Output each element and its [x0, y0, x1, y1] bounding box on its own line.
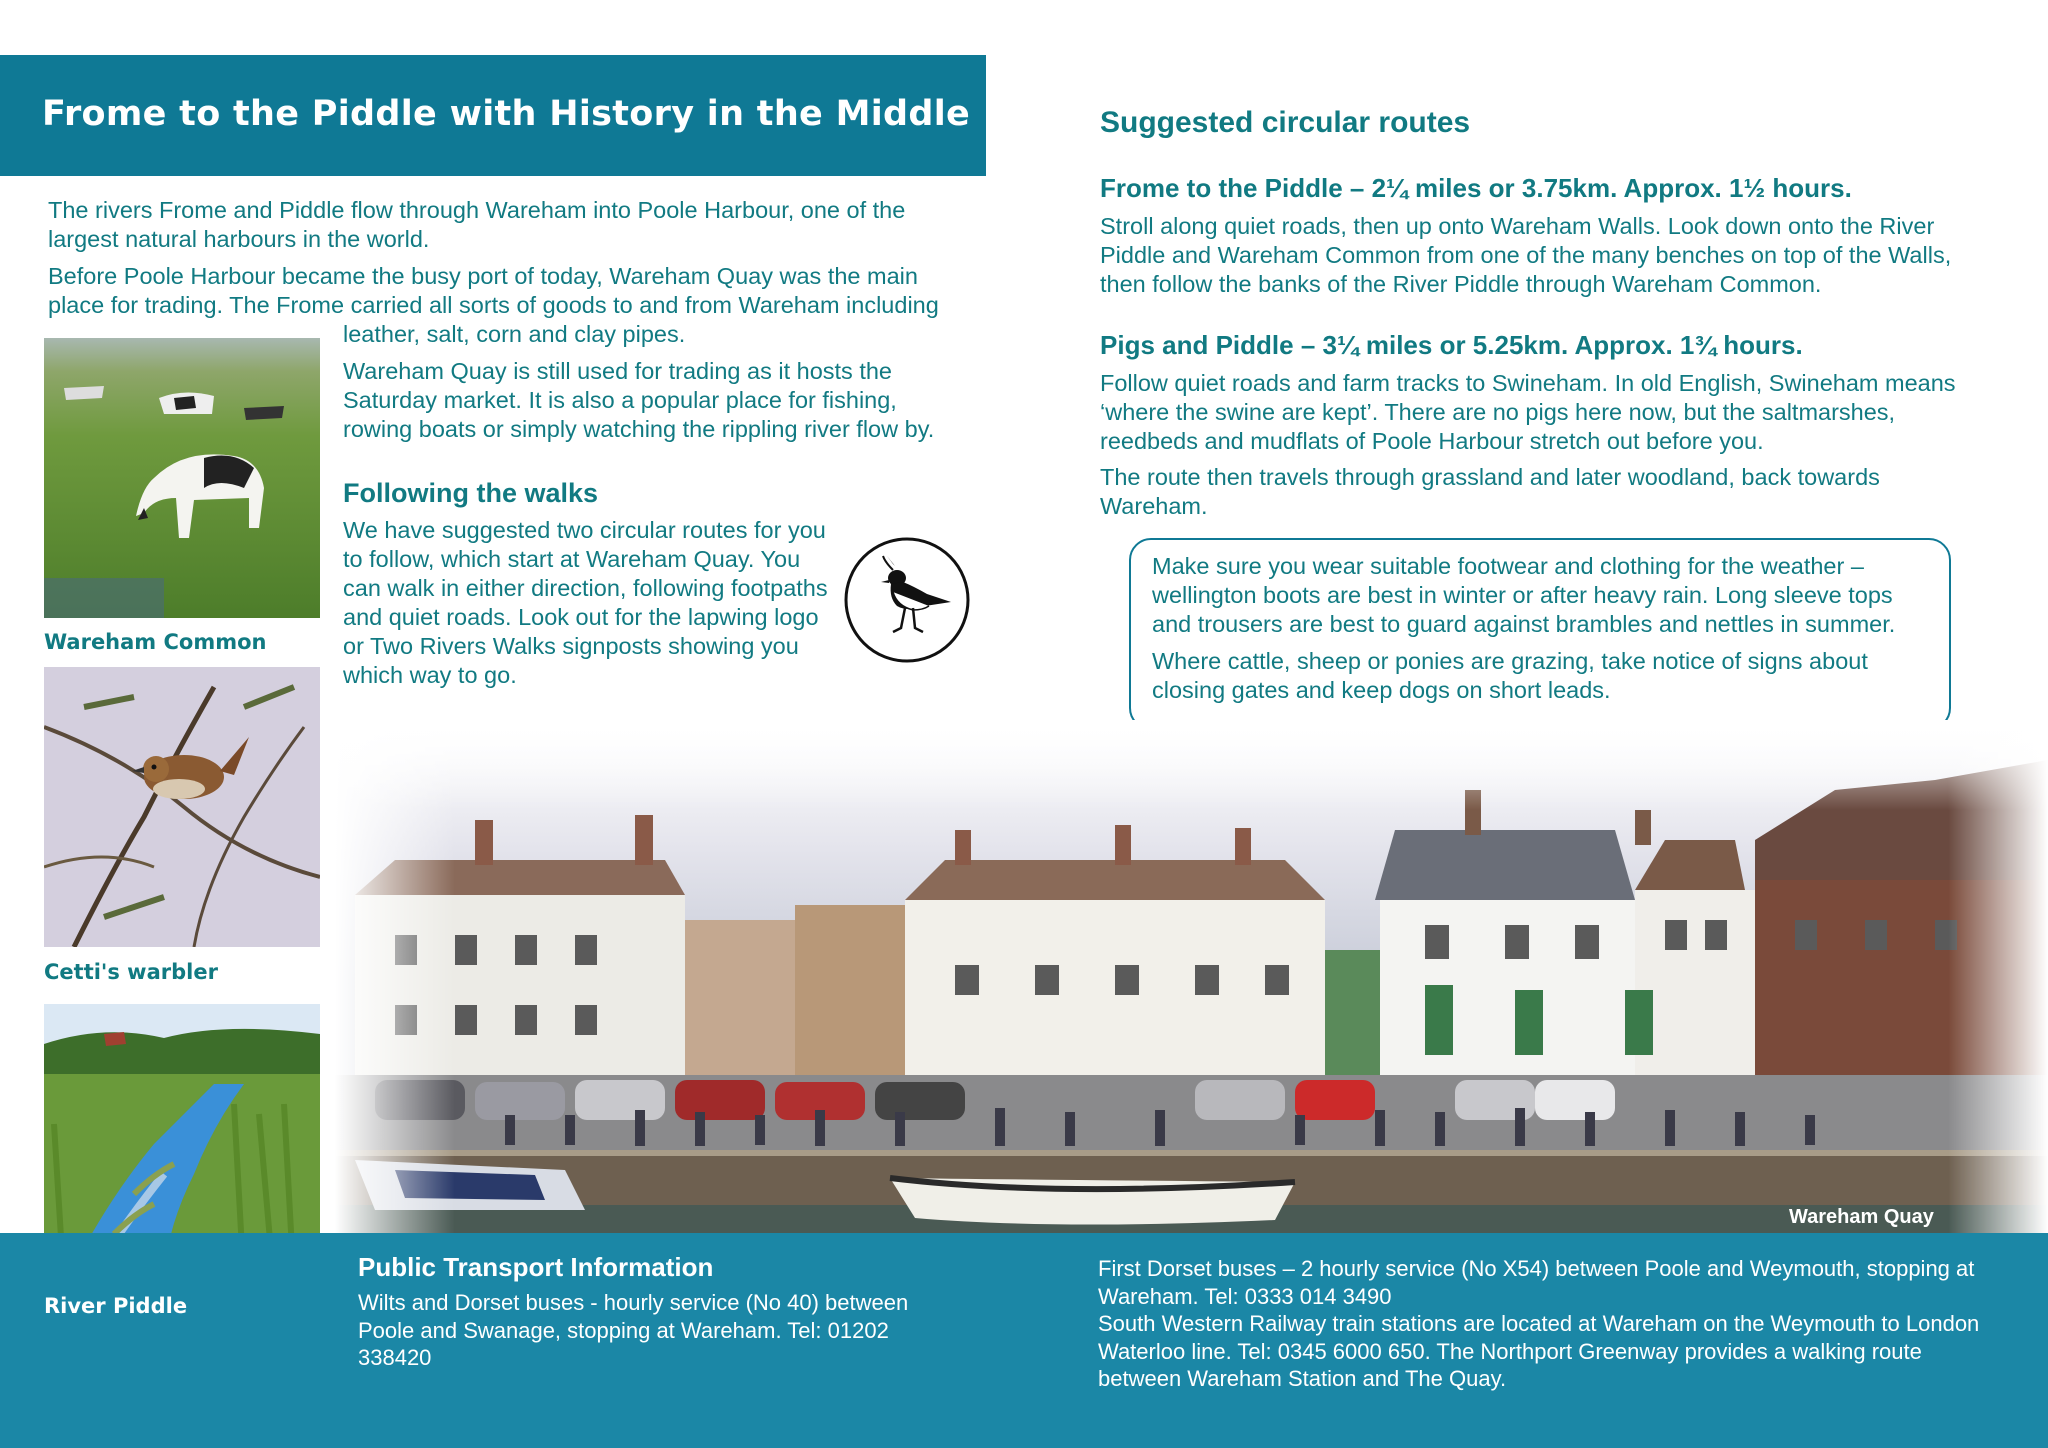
intro-paragraph-2-line-2: place for trading. The Frome carried all sorts of goods to and from Wareham including: [48, 292, 939, 318]
following-walks-text: We have suggested two circular routes for you to follow, which start at Wareham Quay. You can walk in either direction, following footpaths and quiet roads. Look out for the lapwing logo or Two Rivers Walks signposts showing you which way to go.: [343, 517, 828, 688]
transport-heading: Public Transport Information: [358, 1252, 714, 1282]
caption-wareham-quay: Wareham Quay: [1789, 1206, 1934, 1228]
advice-paragraph-2: Where cattle, sheep or ponies are grazing, take notice of signs about closing gates and keep dogs on short leads.: [1152, 648, 1868, 703]
route-2-text-2: The route then travels through grassland and later woodland, back towards Wareham.: [1100, 464, 1880, 519]
intro-paragraph-1: The rivers Frome and Piddle flow through Wareham into Poole Harbour, one of the largest natural harbours in the world.: [48, 197, 906, 252]
route-1-text: Stroll along quiet roads, then up onto Wareham Walls. Look down onto the River Piddle and Wareham Common from one of the many benches on top of the Walls, then follow the banks of the River Piddle through Wareham Common.: [1100, 213, 1952, 297]
page-title: Frome to the Piddle with History in the Middle: [42, 94, 971, 134]
route-2-text-1: Follow quiet roads and farm tracks to Swineham. In old English, Swineham means ‘where the swine are kept’. There are no pigs here now, but the saltmarshes, reedbeds and mudflats of Poole Harbour stretch out before you.: [1100, 370, 1956, 454]
routes-heading: Suggested circular routes: [1100, 106, 1471, 139]
route-1-title: Frome to the Piddle – 2¼ miles or 3.75km. Approx. 1½ hours.: [1100, 173, 1852, 203]
intro-paragraph-2-line-1: Before Poole Harbour became the busy port of today, Wareham Quay was the main: [48, 263, 918, 289]
lapwing-logo: [843, 536, 971, 664]
intro-paragraph-3: Wareham Quay is still used for trading as it hosts the Saturday market. It is also a popular place for fishing, rowing boats or simply watching the rippling river flow by.: [343, 358, 935, 442]
photo-wareham-quay: [335, 720, 2048, 1235]
lapwing-icon: [843, 536, 971, 664]
route-2-title: Pigs and Piddle – 3¼ miles or 5.25km. Approx. 1¾ hours.: [1100, 330, 1803, 360]
caption-river-piddle: River Piddle: [44, 1294, 188, 1318]
transport-right-text-2: South Western Railway train stations are located at Wareham on the Weymouth to London Waterloo line. Tel: 0345 6000 650. The Northport Greenway provides a walking route between Wareham Station and The Quay.: [1098, 1311, 1980, 1391]
caption-wareham-common: Wareham Common: [44, 630, 267, 654]
advice-paragraph-1: Make sure you wear suitable footwear and clothing for the weather – wellington boots are best in winter or after heavy rain. Long sleeve tops and trousers are best to guard against brambles and nettles in summer.: [1152, 553, 1896, 637]
following-walks-heading: Following the walks: [343, 478, 599, 508]
transport-right-text-1: First Dorset buses – 2 hourly service (No X54) between Poole and Weymouth, stopping at Wareham. Tel: 0333 014 3490: [1098, 1256, 1975, 1309]
photo-wareham-common: [44, 338, 320, 618]
photo-cettis-warbler: [44, 667, 320, 947]
transport-left-text: Wilts and Dorset buses - hourly service (No 40) between Poole and Swanage, stopping at Wareham. Tel: 01202 338420: [358, 1290, 909, 1370]
caption-cettis-warbler: Cetti's warbler: [44, 960, 218, 984]
intro-paragraph-2-line-3: leather, salt, corn and clay pipes.: [343, 321, 686, 347]
